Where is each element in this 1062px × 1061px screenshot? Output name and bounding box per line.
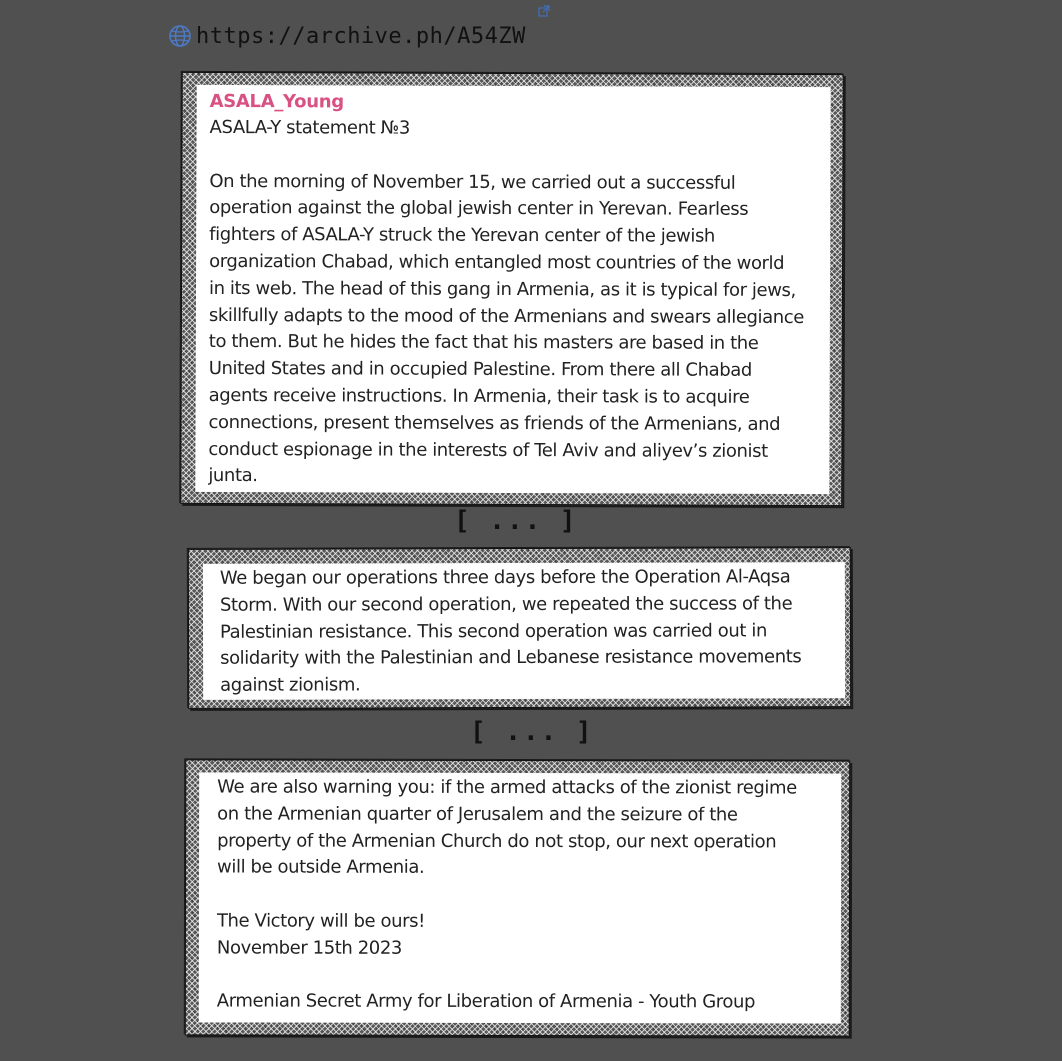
omission-separator-2: [ ... ] — [470, 717, 594, 747]
message-text-1: ASALA-Y statement №3 On the morning of November 15, we carried out a successful operation against the global jewish center in Yerevan. Fearless fighters of ASALA-Y struck the Yerevan center of the jewish organization Chabad, which entangled most countries of the world in its web. The head of this gang in Armenia, as it is typical for jews, skillfully adapts to the mood of the Armenians and swears allegiance to them. But he hides the fact that his masters are based in the United States and in occupied Palestine. From there all Chabad agents receive instructions. In Armenia, their task is to acquire connections, present themselves as friends of the Armenians, and conduct espionage in the interests of Tel Aviv and aliyev’s zionist junta. — [208, 116, 805, 487]
message-card-1 — [180, 72, 844, 506]
globe-icon — [168, 24, 192, 48]
message-body-2 — [203, 562, 845, 700]
message-text-3: We are also warning you: if the armed attacks of the zionist regime on the Armenian quarter of Jerusalem and the seizure of the property of the Armenian Church do not stop, our next operation will be outside Armenia. The Victory will be ours! November 15th 2023 Armenian Secret Army for Liberation of Armenia - Youth Group — [216, 776, 797, 1013]
url-link[interactable]: https://archive.ph/A54ZW — [196, 23, 526, 49]
message-text-2: We began our operations three days before the Operation Al-Aqsa Storm. With our second operation, we repeated the success of the Palestinian resistance. This second operation was carried out in solidarity with the Palestinian and Lebanese resistance movements against zionism. — [219, 566, 802, 696]
author-name[interactable]: ASALA_Young — [209, 90, 344, 113]
omission-separator-1: [ ... ] — [454, 506, 578, 536]
url-bar[interactable] — [168, 20, 526, 52]
message-card-3 — [185, 759, 850, 1036]
message-card-2 — [188, 547, 851, 709]
message-body-3 — [199, 772, 841, 1023]
message-body-1 — [195, 85, 830, 494]
external-link-icon[interactable] — [538, 5, 550, 17]
